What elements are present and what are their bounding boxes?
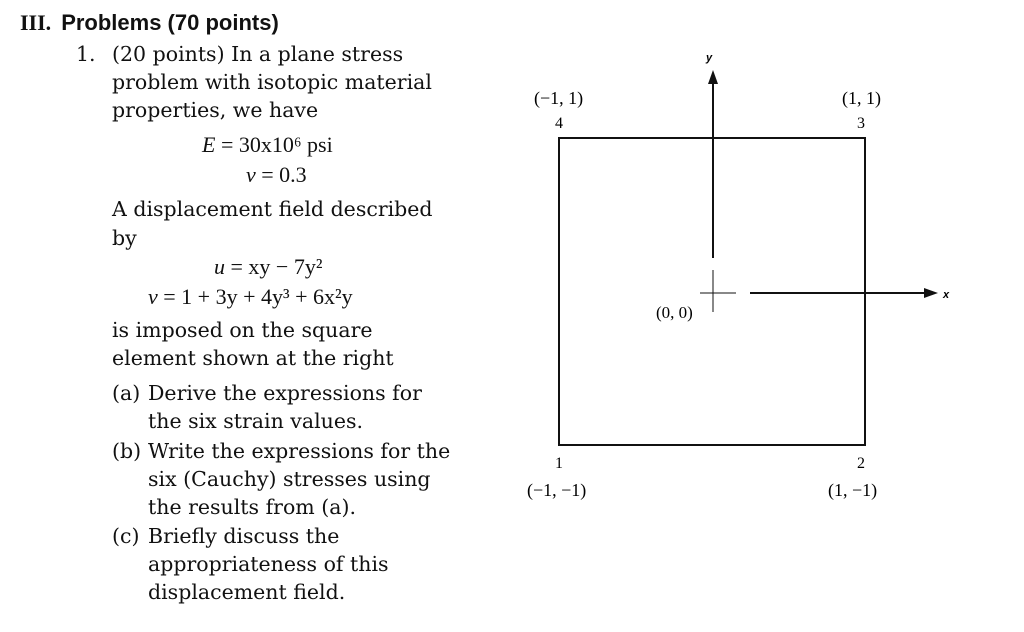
node-3-coords: (1, 1) [842, 88, 881, 108]
node-1-number: 1 [555, 455, 563, 472]
part-b-line-2: six (Cauchy) stresses using [148, 467, 431, 491]
part-b-line-3: the results from (a). [148, 495, 356, 519]
part-b-line-1: Write the expressions for the [148, 439, 451, 463]
node-2-coords: (1, −1) [828, 480, 878, 500]
field-line-1: A displacement field described [112, 197, 433, 221]
origin-label: (0, 0) [656, 303, 693, 322]
section-title: Problems (70 points) [61, 10, 279, 35]
part-a-line-1: Derive the expressions for [148, 381, 422, 405]
equation-lhs: v [246, 162, 256, 187]
node-4-number: 4 [555, 115, 563, 132]
intro-line-2: problem with isotopic material [112, 70, 432, 94]
intro-line-1: (20 points) In a plane stress [112, 42, 404, 66]
part-c-label: (c) [112, 524, 140, 548]
part-a-label: (a) [112, 381, 141, 405]
node-3-number: 3 [857, 115, 865, 132]
y-axis-label: y [706, 52, 713, 64]
intro-line-3: properties, we have [112, 98, 319, 122]
y-axis-arrowhead [708, 70, 718, 84]
equation-lhs: u [214, 254, 225, 279]
node-4-coords: (−1, 1) [534, 88, 584, 108]
section-numeral: III. [20, 10, 52, 35]
part-b-label: (b) [112, 439, 142, 463]
equation-rhs: = 30x10⁶ psi [220, 132, 333, 157]
imposed-line-2: element shown at the right [112, 346, 394, 370]
part-c-line-3: displacement field. [148, 580, 346, 604]
node-2-number: 2 [857, 455, 865, 472]
part-a-line-2: the six strain values. [148, 409, 364, 433]
field-line-2: by [112, 226, 137, 250]
part-c-line-1: Briefly discuss the [148, 524, 340, 548]
equation-rhs: = xy − 7y² [230, 254, 323, 279]
equation-lhs: E [202, 132, 216, 157]
node-1-coords: (−1, −1) [527, 480, 587, 500]
equation-rhs: = 1 + 3y + 4y³ + 6x²y [163, 284, 353, 309]
equation-lhs: v [148, 284, 158, 309]
equation-rhs: = 0.3 [261, 162, 307, 187]
part-c-line-2: appropriateness of this [148, 552, 389, 576]
problem-number: 1. [76, 42, 96, 66]
x-axis-label: x [943, 289, 950, 301]
x-axis-arrowhead [924, 288, 938, 298]
imposed-line-1: is imposed on the square [112, 318, 373, 342]
